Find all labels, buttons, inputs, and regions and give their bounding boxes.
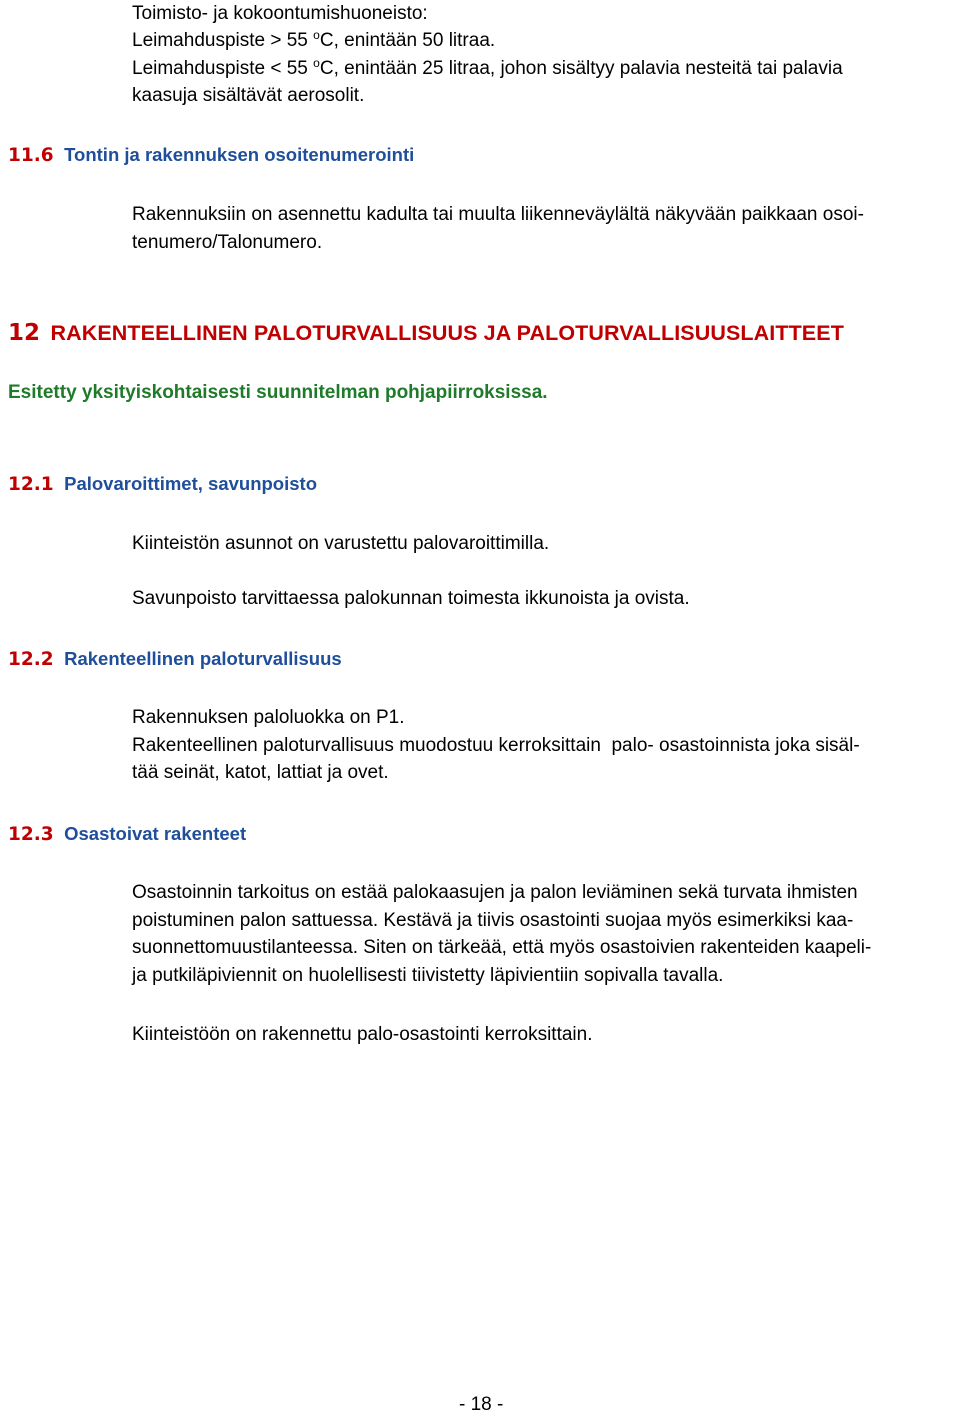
section-12-note: Esitetty yksityiskohtaisesti suunnitelman pohjapiirroksissa.	[8, 382, 548, 403]
intro-line-3-post: C, enintään 25 litraa, johon sisältyy palavia nesteitä tai palavia	[319, 58, 843, 79]
intro-line-4	[132, 82, 364, 110]
paragraph-line: suonnettomuustilanteessa. Siten on tärkeää, että myös osastoivien rakenteiden kaapeli-	[132, 937, 872, 958]
section-title: Rakenteellinen paloturvallisuus	[64, 648, 342, 669]
paragraph-line: Rakennuksen paloluokka on P1.	[132, 707, 405, 728]
page-number: - 18 -	[459, 1394, 504, 1415]
section-number: 12.3	[8, 824, 54, 845]
section-number: 12.2	[8, 649, 54, 670]
chapter-number: 12	[8, 320, 41, 346]
paragraph-line: Rakennuksiin on asennettu kadulta tai muulta liikenneväylältä näkyvään paikkaan osoi-	[132, 204, 864, 225]
section-12-heading	[8, 320, 844, 346]
degree-sup: o	[313, 56, 320, 70]
paragraph-line: tää seinät, katot, lattiat ja ovet.	[132, 762, 389, 783]
intro-line-2-post: C, enintään 50 litraa.	[319, 30, 496, 51]
intro-line-2-pre: Leimahduspiste > 55	[132, 30, 314, 51]
section-11-6-paragraph	[132, 201, 960, 256]
chapter-title: RAKENTEELLINEN PALOTURVALLISUUS JA PALOTURVALLISUUSLAITTEET	[50, 321, 844, 345]
intro-line-4-text: kaasuja sisältävät aerosolit.	[132, 85, 365, 106]
section-12-1-para-1: Kiinteistön asunnot on varustettu palovaroittimilla.	[132, 533, 550, 554]
paragraph-line: tenumero/Talonumero.	[132, 231, 323, 253]
section-12-2-heading	[8, 648, 342, 670]
section-number: 12.1	[8, 474, 54, 495]
paragraph-line: poistuminen palon sattuessa. Kestävä ja tiivis osastointi suojaa myös esimerkiksi kaa-	[132, 909, 854, 931]
section-12-3-paragraph	[132, 879, 960, 989]
paragraph-line: Rakenteellinen paloturvallisuus muodostuu kerroksittain palo- osastoinnista joka sisäl-	[132, 734, 860, 756]
section-12-3-heading	[8, 823, 246, 845]
section-12-2-paragraph	[132, 704, 960, 787]
section-12-1-heading	[8, 473, 317, 495]
section-title: Tontin ja rakennuksen osoitenumerointi	[64, 144, 415, 165]
intro-line-3	[132, 55, 960, 83]
intro-line-1	[132, 0, 428, 28]
section-title: Palovaroittimet, savunpoisto	[64, 473, 317, 494]
section-title: Osastoivat rakenteet	[64, 823, 247, 844]
section-12-3-para-2: Kiinteistöön on rakennettu palo-osastointi kerroksittain.	[132, 1024, 593, 1045]
paragraph-line: ja putkiläpiviennit on huolellisesti tiivistetty läpivientiin sopivalla tavalla.	[132, 964, 724, 986]
degree-sup: o	[313, 28, 320, 42]
paragraph-line: Osastoinnin tarkoitus on estää palokaasujen ja palon leviäminen sekä turvata ihmisten	[132, 882, 858, 903]
section-number: 11.6	[8, 145, 54, 166]
intro-line-1-text: Toimisto- ja kokoontumishuoneisto:	[132, 3, 428, 24]
section-11-6-heading	[8, 144, 414, 166]
intro-line-3-pre: Leimahduspiste < 55	[132, 58, 314, 79]
intro-line-2	[132, 27, 495, 55]
section-12-1-para-2: Savunpoisto tarvittaessa palokunnan toimesta ikkunoista ja ovista.	[132, 588, 690, 609]
